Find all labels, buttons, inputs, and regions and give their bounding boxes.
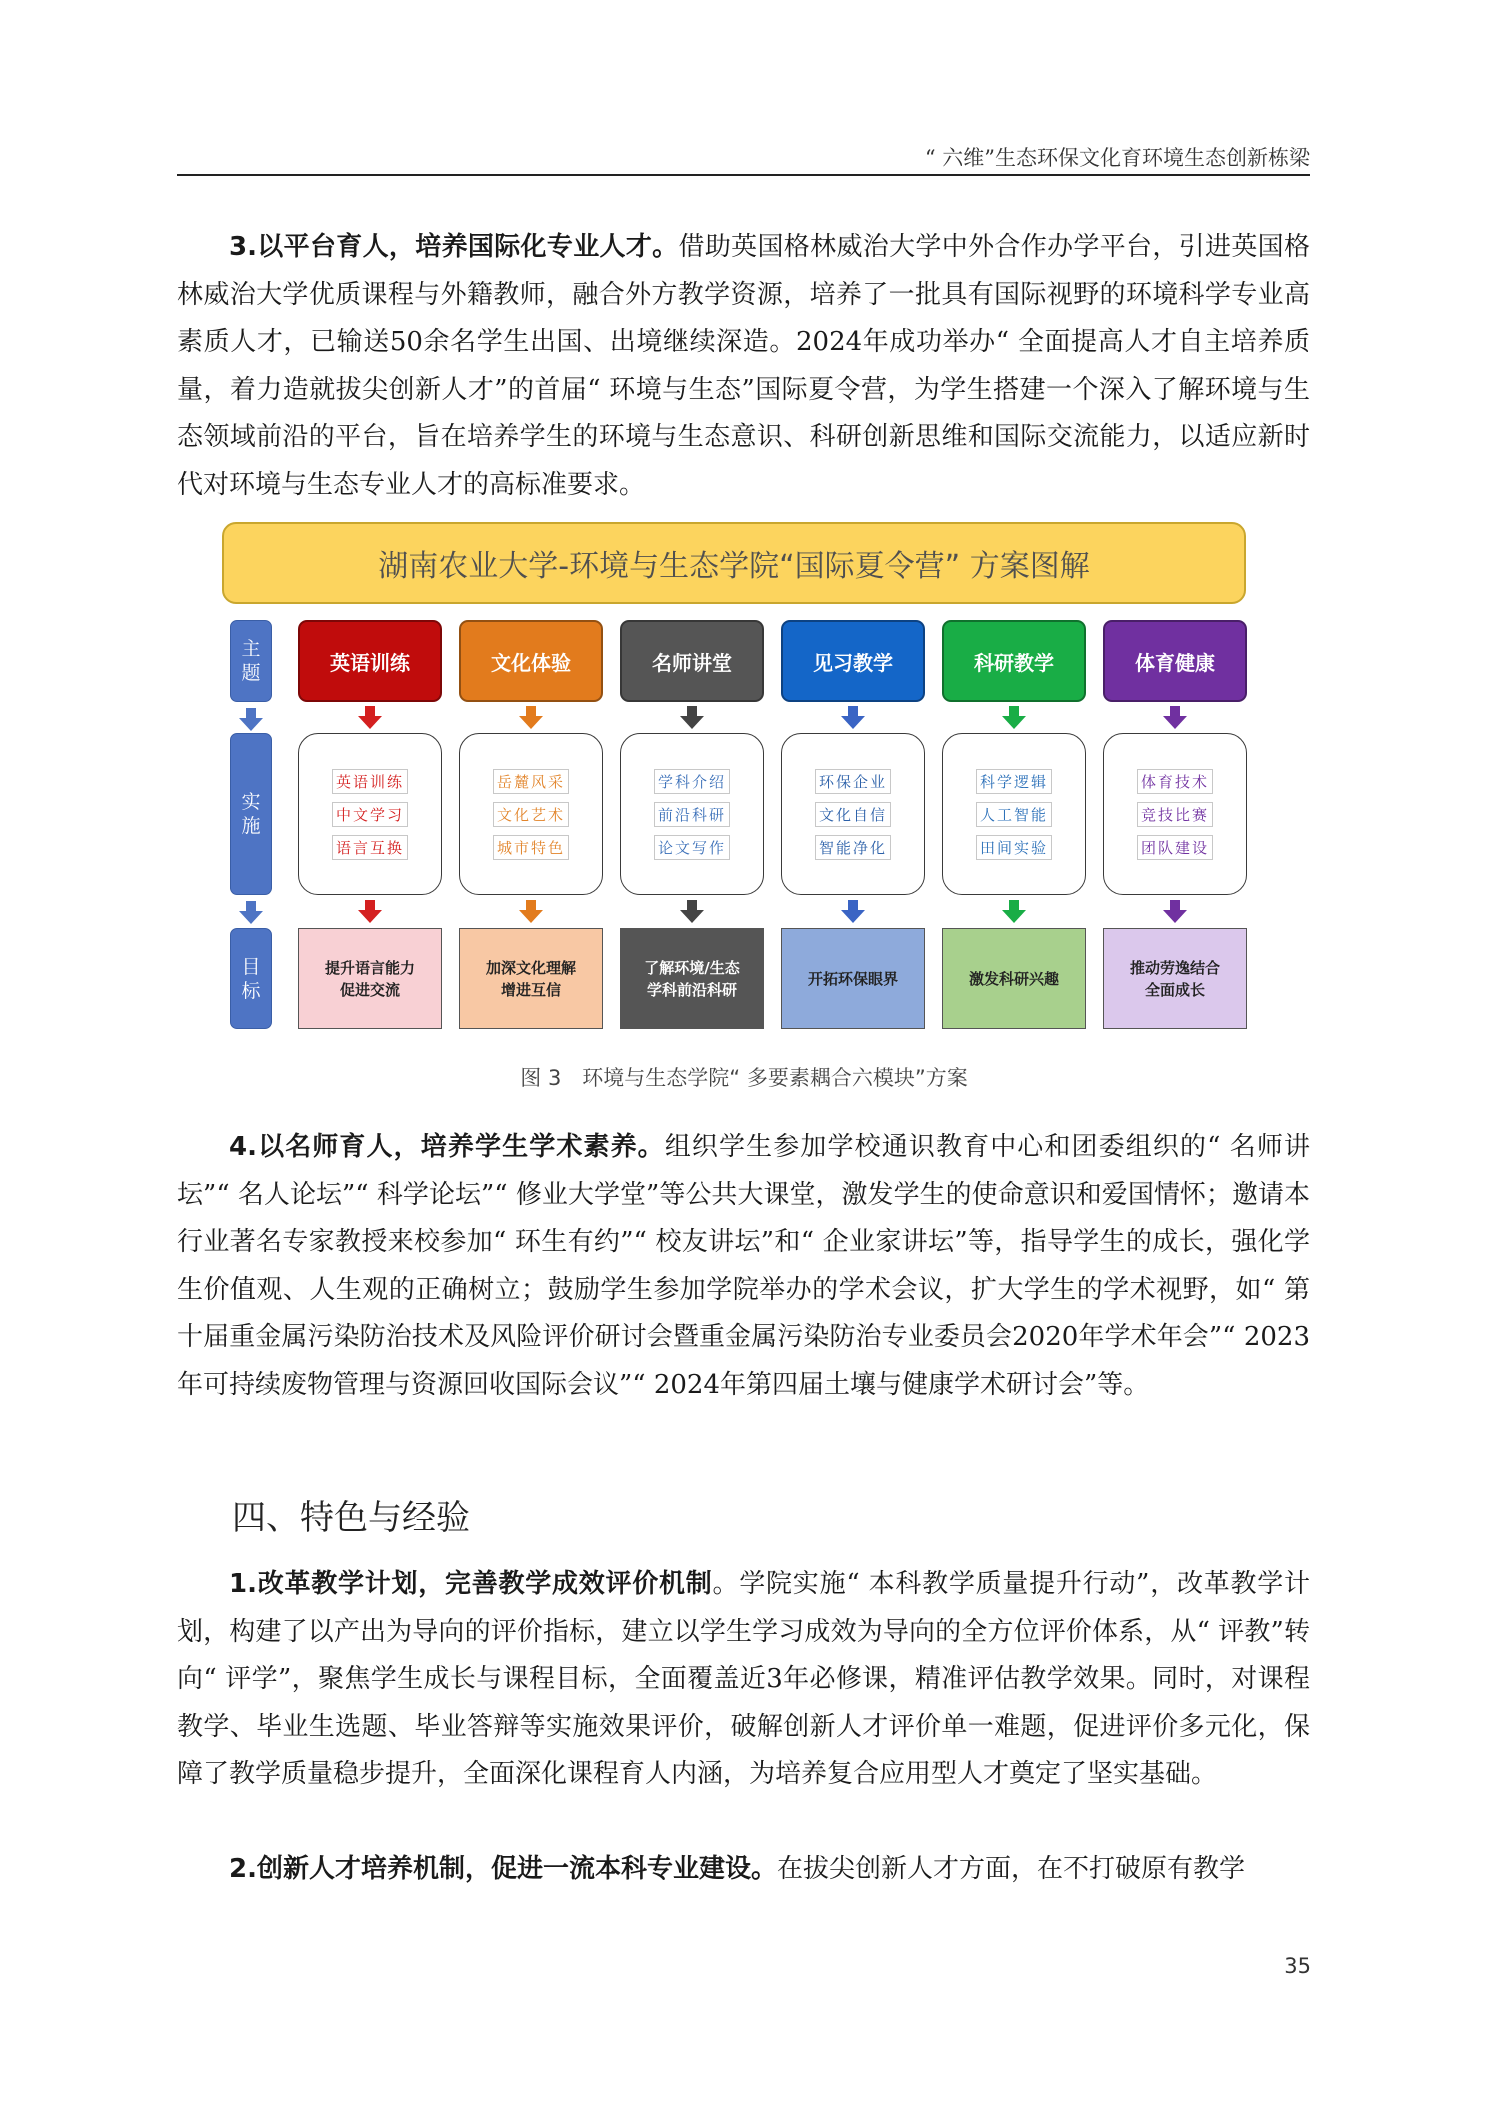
- module-item: 中文学习: [332, 802, 408, 827]
- module-goal: [620, 928, 764, 1029]
- module-goal-line: 促进交流: [339, 980, 400, 999]
- module-goal-line: 了解环境/生态: [644, 958, 740, 977]
- paragraph-lead: 1.改革教学计划，完善教学成效评价机制: [229, 1569, 713, 1599]
- paragraph-mentors: [177, 1124, 1310, 1409]
- figure-caption: 图 3 环境与生态学院“ 多要素耦合六模块”方案: [520, 1066, 968, 1090]
- module-item: 岳麓风采: [493, 769, 569, 794]
- module-arrow: [840, 900, 866, 924]
- module-items-box: [781, 733, 925, 895]
- module-goal-line: 激发科研兴趣: [968, 969, 1059, 988]
- module-item: 体育技术: [1137, 769, 1213, 794]
- module-arrow: [1162, 706, 1188, 730]
- module-item: 团队建设: [1137, 835, 1213, 860]
- row-arrow-2: [238, 901, 264, 925]
- module-goal-line: 学科前沿科研: [646, 980, 737, 999]
- module-item: 城市特色: [493, 835, 569, 860]
- module-item: 英语训练: [332, 769, 408, 794]
- row-label-char: 施: [241, 815, 261, 837]
- module-goal: [781, 928, 925, 1029]
- module-arrow: [357, 706, 383, 730]
- module-item: 人工智能: [976, 802, 1052, 827]
- paragraph-lead: 3.以平台育人，培养国际化专业人才。: [229, 232, 679, 262]
- paragraph-body: 。学院实施“ 本科教学质量提升行动”，改革教学计划，构建了以产出为导向的评价指标，建立以学生学习成效为导向的全方位评价体系，从“ 评教”转向“ 评学”，聚焦学生成长与课程目标，全面覆盖近3年必修课，精准评估教学效果。同时，对课程教学、毕业生选题、毕业答辩等实施效果评价，破解创新人才评价单一难题，促进评价多元化，保障了教学质量稳步提升，全面深化课程育人内涵，为培养复合应用型人才奠定了坚实基础。: [177, 1569, 1310, 1789]
- page-number: 35: [1284, 1954, 1311, 1978]
- module-goal-line: 加深文化理解: [485, 958, 576, 977]
- module-item: 智能净化: [815, 835, 891, 860]
- module-header: 英语训练: [298, 620, 442, 702]
- row-label-theme: [230, 620, 272, 702]
- row-label-char: 主: [241, 638, 261, 660]
- module-header: 科研教学: [942, 620, 1086, 702]
- module-goal: [1103, 928, 1247, 1029]
- module-items-box: [620, 733, 764, 895]
- row-label-char: 实: [241, 791, 261, 813]
- module-arrow: [357, 900, 383, 924]
- module-arrow: [518, 900, 544, 924]
- module-items-box: [459, 733, 603, 895]
- module-item: 科学逻辑: [976, 769, 1052, 794]
- module-goal-line: 增进互信: [500, 980, 561, 999]
- row-label-implement: [230, 733, 272, 895]
- module-arrow: [1001, 706, 1027, 730]
- running-header: [177, 138, 1310, 176]
- module-goal: [942, 928, 1086, 1029]
- row-label-goal: [230, 928, 272, 1029]
- module-header: 名师讲堂: [620, 620, 764, 702]
- module-item: 学科介绍: [654, 769, 730, 794]
- paragraph-lead: 2.创新人才培养机制，促进一流本科专业建设。: [229, 1854, 777, 1884]
- paragraph-innovation: [177, 1846, 1310, 1894]
- module-goal: [459, 928, 603, 1029]
- module-items-box: [298, 733, 442, 895]
- paragraph-body: 在拔尖创新人才方面，在不打破原有教学: [776, 1854, 1245, 1884]
- module-header: 见习教学: [781, 620, 925, 702]
- module-item: 论文写作: [654, 835, 730, 860]
- row-label-char: 目: [241, 955, 261, 978]
- row-label-char: 题: [241, 662, 261, 684]
- paragraph-platform: [177, 224, 1310, 509]
- figure-title: 湖南农业大学-环境与生态学院“国际夏令营” 方案图解: [222, 522, 1246, 604]
- module-arrow: [1001, 900, 1027, 924]
- row-arrow-1: [238, 708, 264, 732]
- module-arrow: [679, 900, 705, 924]
- module-item: 语言互换: [332, 835, 408, 860]
- module-header: 文化体验: [459, 620, 603, 702]
- module-item: 前沿科研: [654, 802, 730, 827]
- module-arrow: [840, 706, 866, 730]
- module-items-box: [942, 733, 1086, 895]
- paragraph-reform: [177, 1561, 1310, 1799]
- paragraph-lead: 4.以名师育人，培养学生学术素养。: [229, 1132, 665, 1162]
- module-goal-line: 全面成长: [1144, 980, 1205, 999]
- module-item: 文化自信: [815, 802, 891, 827]
- section-heading: 四、特色与经验: [232, 1498, 470, 1538]
- module-goal: [298, 928, 442, 1029]
- module-item: 竞技比赛: [1137, 802, 1213, 827]
- module-goal-line: 推动劳逸结合: [1129, 958, 1220, 977]
- module-goal-line: 开拓环保眼界: [807, 969, 898, 988]
- module-item: 田间实验: [976, 835, 1052, 860]
- module-item: 环保企业: [815, 769, 891, 794]
- paragraph-body: 借助英国格林威治大学中外合作办学平台，引进英国格林威治大学优质课程与外籍教师，融合外方教学资源，培养了一批具有国际视野的环境科学专业高素质人才，已输送50余名学生出国、出境继续深造。2024年成功举办“ 全面提高人才自主培养质量，着力造就拔尖创新人才”的首届“ 环境与生态”国际夏令营，为学生搭建一个深入了解环境与生态领域前沿的平台，旨在培养学生的环境与生态意识、科研创新思维和国际交流能力，以适应新时代对环境与生态专业人才的高标准要求。: [177, 232, 1310, 500]
- module-goal-line: 提升语言能力: [324, 958, 415, 977]
- module-item: 文化艺术: [493, 802, 569, 827]
- row-label-char: 标: [241, 979, 261, 1002]
- module-header: 体育健康: [1103, 620, 1247, 702]
- module-arrow: [518, 706, 544, 730]
- module-arrow: [679, 706, 705, 730]
- paragraph-body: 组织学生参加学校通识教育中心和团委组织的“ 名师讲坛”“ 名人论坛”“ 科学论坛”“ 修业大学堂”等公共大课堂，激发学生的使命意识和爱国情怀；邀请本行业著名专家教授来校参加“ 环生有约”“ 校友讲坛”和“ 企业家讲坛”等，指导学生的成长，强化学生价值观、人生观的正确树立；鼓励学生参加学院举办的学术会议，扩大学生的学术视野，如“ 第十届重金属污染防治技术及风险评价研讨会暨重金属污染防治专业委员会2020年学术年会”“ 2023年可持续废物管理与资源回收国际会议”“ 2024年第四届土壤与健康学术研讨会”等。: [177, 1132, 1311, 1400]
- running-title: “ 六维”生态环保文化育环境生态创新栋梁: [924, 146, 1310, 170]
- module-items-box: [1103, 733, 1247, 895]
- scheme-figure: [218, 520, 1252, 1032]
- module-arrow: [1162, 900, 1188, 924]
